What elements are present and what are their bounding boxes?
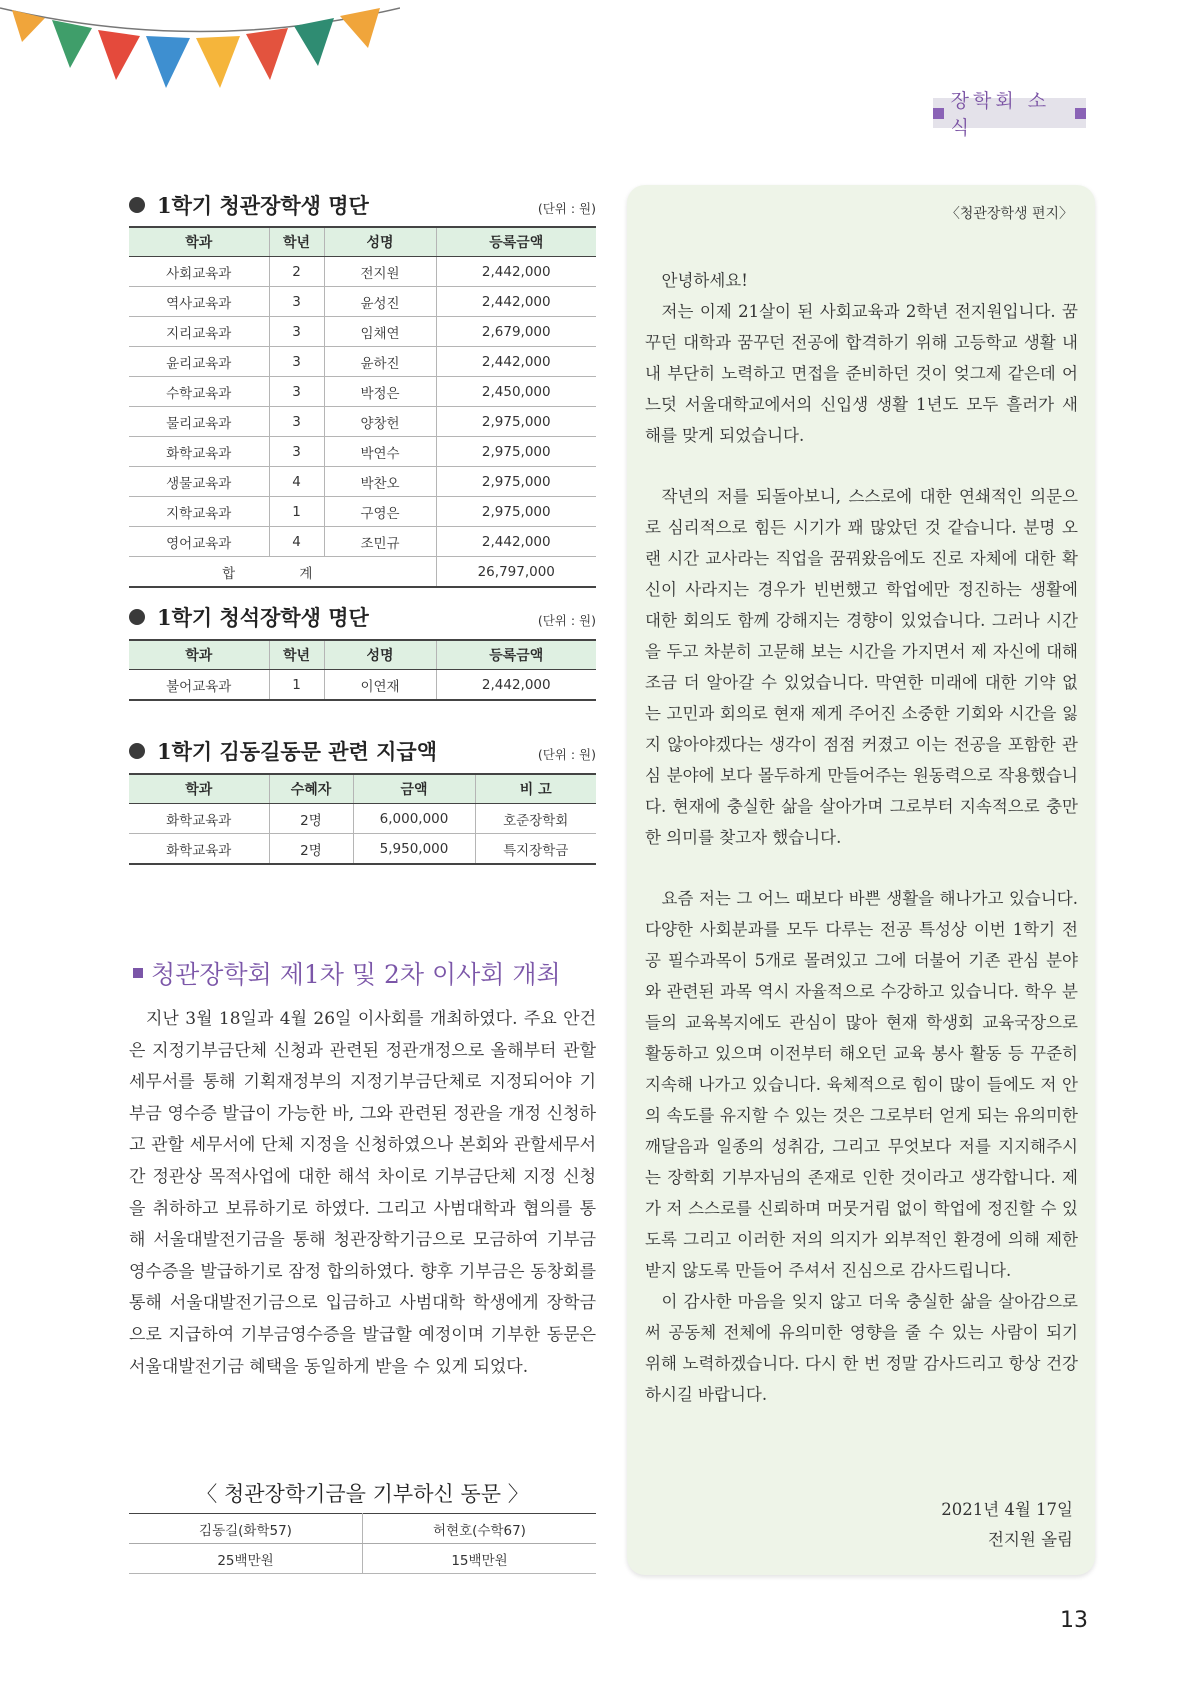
square-bullet-icon bbox=[1075, 108, 1086, 119]
table-cell: 4 bbox=[269, 467, 324, 497]
table-row bbox=[129, 804, 596, 834]
table-cell: 2,442,000 bbox=[436, 527, 596, 557]
table-cell: 물리교육과 bbox=[129, 407, 269, 437]
letter-paragraph: 저는 이제 21살이 된 사회교육과 2학년 전지원입니다. 꿈꾸던 대학과 꿈꾸던 전공에 합격하기 위해 고등학교 생활 내내 부단히 노력하고 면접을 준비하던 것이 엊그제 같은데 어느덧 서울대학교에서의 신입생 생활 1년도 모두 흘러가 새 해를 맞게 되었습니다. bbox=[645, 302, 1078, 445]
scholarship-table-2 bbox=[129, 639, 596, 701]
bullet-dot-icon bbox=[129, 197, 145, 213]
table-row bbox=[129, 257, 596, 287]
table-cell: 2,975,000 bbox=[436, 497, 596, 527]
table-cell: 3 bbox=[269, 377, 324, 407]
article-title: 청관장학회 제1차 및 2차 이사회 개최 bbox=[133, 955, 561, 991]
unit-label: (단위 : 원) bbox=[537, 201, 596, 216]
table-row bbox=[129, 834, 596, 865]
table-row bbox=[129, 670, 596, 701]
article-body bbox=[129, 1004, 596, 1383]
column-header: 학과 bbox=[129, 227, 269, 257]
table-cell: 영어교육과 bbox=[129, 527, 269, 557]
table-cell: 3 bbox=[269, 287, 324, 317]
table-row bbox=[129, 407, 596, 437]
table-row bbox=[129, 347, 596, 377]
letter-paragraph: 요즘 저는 그 어느 때보다 바쁜 생활을 해나가고 있습니다. 다양한 사회분과를 모두 다루는 전공 특성상 이번 1학기 전공 필수과목이 5개로 몰려있고 그에 더불어 기존 관심 분야와 관련된 과목 역시 자율적으로 수강하고 있습니다. 학우 분들의 교육복지에도 관심이 많아 현재 학생회 교육국장으로 활동하고 있으며 이전부터 해오던 교육 봉사 활동 등 꾸준히 지속해 나가고 있습니다. 육체적으로 힘이 많이 들에도 저 안의 속도를 유지할 수 있는 것은 그로부터 얻게 되는 유의미한 깨달음과 일종의 성취감, 그리고 무엇보다 저를 지지해주시는 장학회 기부자님의 존재로 인한 것이라고 생각합니다. 제가 저 스스로를 신뢰하며 머뭇거림 없이 학업에 정진할 수 있도록 그리고 이러한 저의 의지가 외부적인 환경에 의해 제한받지 않도록 만들어 주셔서 진심으로 감사드립니다. bbox=[645, 889, 1078, 1280]
letter-box bbox=[627, 185, 1095, 1575]
table-cell: 사회교육과 bbox=[129, 257, 269, 287]
table-cell: 2 bbox=[269, 257, 324, 287]
table-cell: 이연재 bbox=[324, 670, 436, 701]
table-cell: 조민규 bbox=[324, 527, 436, 557]
table-cell: 3 bbox=[269, 317, 324, 347]
page-number: 13 bbox=[1060, 1608, 1088, 1633]
table-header-row bbox=[129, 640, 596, 670]
scholarship-table-1-block bbox=[129, 190, 596, 588]
table-cell: 양창헌 bbox=[324, 407, 436, 437]
total-label: 합 계 bbox=[129, 557, 436, 588]
column-header: 등록금액 bbox=[436, 227, 596, 257]
unit-label: (단위 : 원) bbox=[537, 747, 596, 762]
total-value: 26,797,000 bbox=[436, 557, 596, 588]
table-cell: 수학교육과 bbox=[129, 377, 269, 407]
table-title: 1학기 김동길동문 관련 지급액 bbox=[129, 736, 437, 766]
table-row bbox=[129, 377, 596, 407]
letter-label: 〈청관장학생 편지〉 bbox=[945, 206, 1073, 222]
table-cell: 화학교육과 bbox=[129, 804, 269, 834]
table-cell: 임채연 bbox=[324, 317, 436, 347]
table-cell: 2,450,000 bbox=[436, 377, 596, 407]
table-header-row bbox=[129, 227, 596, 257]
column-header: 금액 bbox=[353, 774, 475, 804]
bunting-decoration bbox=[0, 0, 400, 115]
donor-table-block bbox=[129, 1513, 596, 1574]
table-cell: 2,442,000 bbox=[436, 257, 596, 287]
table-cell: 2명 bbox=[269, 804, 353, 834]
donor-name: 김동길(화학57) bbox=[129, 1514, 363, 1544]
table-cell: 2,442,000 bbox=[436, 287, 596, 317]
table-cell: 구영은 bbox=[324, 497, 436, 527]
table-row bbox=[129, 287, 596, 317]
bullet-dot-icon bbox=[129, 743, 145, 759]
bullet-dot-icon bbox=[129, 609, 145, 625]
table-cell: 생물교육과 bbox=[129, 467, 269, 497]
table-cell: 4 bbox=[269, 527, 324, 557]
letter-paragraph: 이 감사한 마음을 잊지 않고 더욱 충실한 삶을 살아감으로써 공동체 전체에 유의미한 영향을 줄 수 있는 사람이 되기 위해 노력하겠습니다. 다시 한 번 정말 감사드리고 항상 건강하시길 바랍니다. bbox=[645, 1292, 1078, 1404]
table-cell: 2,975,000 bbox=[436, 437, 596, 467]
donor-amount: 25백만원 bbox=[129, 1544, 363, 1574]
scholarship-table-2-block bbox=[129, 602, 596, 701]
column-header: 학과 bbox=[129, 774, 269, 804]
table-cell: 화학교육과 bbox=[129, 834, 269, 865]
donor-amounts-row bbox=[129, 1544, 596, 1574]
table-cell: 윤성진 bbox=[324, 287, 436, 317]
table-row bbox=[129, 467, 596, 497]
table-cell: 3 bbox=[269, 407, 324, 437]
table-cell: 화학교육과 bbox=[129, 437, 269, 467]
table-header-row bbox=[129, 774, 596, 804]
table-cell: 박정은 bbox=[324, 377, 436, 407]
column-header: 학년 bbox=[269, 227, 324, 257]
table-cell: 6,000,000 bbox=[353, 804, 475, 834]
table-cell: 박연수 bbox=[324, 437, 436, 467]
donor-title: 〈 청관장학기금을 기부하신 동문 〉 bbox=[196, 1482, 529, 1506]
table-row bbox=[129, 437, 596, 467]
section-tag-label: 장학회 소식 bbox=[950, 90, 1051, 139]
column-header: 비 고 bbox=[475, 774, 596, 804]
table-row bbox=[129, 527, 596, 557]
donor-table bbox=[129, 1513, 596, 1574]
table-row bbox=[129, 497, 596, 527]
article-paragraph: 지난 3월 18일과 4월 26일 이사회를 개최하였다. 주요 안건은 지정기부금단체 신청과 관련된 정관개정으로 올해부터 관할세무서를 통해 기획재정부의 지정기부금단체로 지정되어야 기부금 영수증 발급이 가능한 바, 그와 관련된 정관을 개정 신청하고 관할 세무서에 단체 지정을 신청하였으나 본회와 관할세무서간 정관상 목적사업에 대한 해석 차이로 기부금단체 지정 신청을 취하하고 보류하기로 하였다. 그리고 사범대학과 협의를 통해 서울대발전기금을 통해 청관장학기금으로 모금하여 기부금영수증을 발급하기로 잠정 합의하였다. 향후 기부금은 동창회를 통해 서울대발전기금으로 입금하고 사범대학 학생에게 장학금으로 지급하여 기부금영수증을 발급할 예정이며 기부한 동문은 서울대발전기금 혜택을 동일하게 받을 수 있게 되었다. bbox=[129, 1009, 596, 1377]
column-header: 학년 bbox=[269, 640, 324, 670]
unit-label: (단위 : 원) bbox=[537, 613, 596, 628]
letter-paragraph: 안녕하세요! bbox=[661, 271, 748, 290]
table-cell: 2명 bbox=[269, 834, 353, 865]
table-cell: 불어교육과 bbox=[129, 670, 269, 701]
square-bullet-icon bbox=[133, 968, 143, 978]
table-cell: 윤하진 bbox=[324, 347, 436, 377]
table-cell: 호준장학회 bbox=[475, 804, 596, 834]
table-cell: 2,975,000 bbox=[436, 407, 596, 437]
table-cell: 2,442,000 bbox=[436, 670, 596, 701]
payment-table-block bbox=[129, 736, 596, 865]
table-cell: 박찬오 bbox=[324, 467, 436, 497]
total-row bbox=[129, 557, 596, 588]
column-header: 수혜자 bbox=[269, 774, 353, 804]
column-header: 성명 bbox=[324, 227, 436, 257]
table-cell: 1 bbox=[269, 497, 324, 527]
letter-signature: 전지원 올림 bbox=[988, 1530, 1073, 1549]
letter-date: 2021년 4월 17일 bbox=[941, 1500, 1073, 1519]
donor-amount: 15백만원 bbox=[363, 1544, 597, 1574]
letter-body bbox=[645, 265, 1078, 1410]
donor-names-row bbox=[129, 1514, 596, 1544]
square-bullet-icon bbox=[933, 108, 944, 119]
table-cell: 2,442,000 bbox=[436, 347, 596, 377]
column-header: 성명 bbox=[324, 640, 436, 670]
table-title: 1학기 청관장학생 명단 bbox=[129, 190, 369, 220]
table-cell: 2,679,000 bbox=[436, 317, 596, 347]
scholarship-table-1 bbox=[129, 226, 596, 588]
table-cell: 지리교육과 bbox=[129, 317, 269, 347]
table-cell: 1 bbox=[269, 670, 324, 701]
table-cell: 지학교육과 bbox=[129, 497, 269, 527]
payment-table bbox=[129, 773, 596, 865]
table-cell: 2,975,000 bbox=[436, 467, 596, 497]
letter-signature-block bbox=[941, 1495, 1073, 1555]
table-row bbox=[129, 317, 596, 347]
column-header: 학과 bbox=[129, 640, 269, 670]
table-title: 1학기 청석장학생 명단 bbox=[129, 602, 369, 632]
letter-paragraph: 작년의 저를 되돌아보니, 스스로에 대한 연쇄적인 의문으로 심리적으로 힘든 시기가 꽤 많았던 것 같습니다. 분명 오랜 시간 교사라는 직업을 꿈꿔왔음에도 진로 자체에 대한 확신이 사라지는 경우가 빈번했고 학업에만 정진하는 생활에 대한 회의도 함께 강해지는 경향이 있었습니다. 그러나 시간을 두고 차분히 고문해 보는 시간을 가지면서 제 자신에 대해 조금 더 알아갈 수 있었습니다. 막연한 미래에 대한 기약 없는 고민과 회의로 현재 제게 주어진 소중한 기회와 시간을 잃지 않아야겠다는 생각이 점점 커졌고 이는 전공을 포함한 관심 분야에 보다 몰두하게 만들어주는 원동력으로 작용했습니다. 현재에 충실한 삶을 살아가며 그로부터 지속적으로 충만한 의미를 찾고자 했습니다. bbox=[645, 487, 1078, 847]
table-cell: 윤리교육과 bbox=[129, 347, 269, 377]
table-cell: 전지원 bbox=[324, 257, 436, 287]
table-cell: 특지장학금 bbox=[475, 834, 596, 865]
table-cell: 역사교육과 bbox=[129, 287, 269, 317]
table-cell: 5,950,000 bbox=[353, 834, 475, 865]
column-header: 등록금액 bbox=[436, 640, 596, 670]
table-cell: 3 bbox=[269, 437, 324, 467]
table-cell: 3 bbox=[269, 347, 324, 377]
donor-name: 허현호(수학67) bbox=[363, 1514, 597, 1544]
section-tag bbox=[933, 90, 1086, 139]
